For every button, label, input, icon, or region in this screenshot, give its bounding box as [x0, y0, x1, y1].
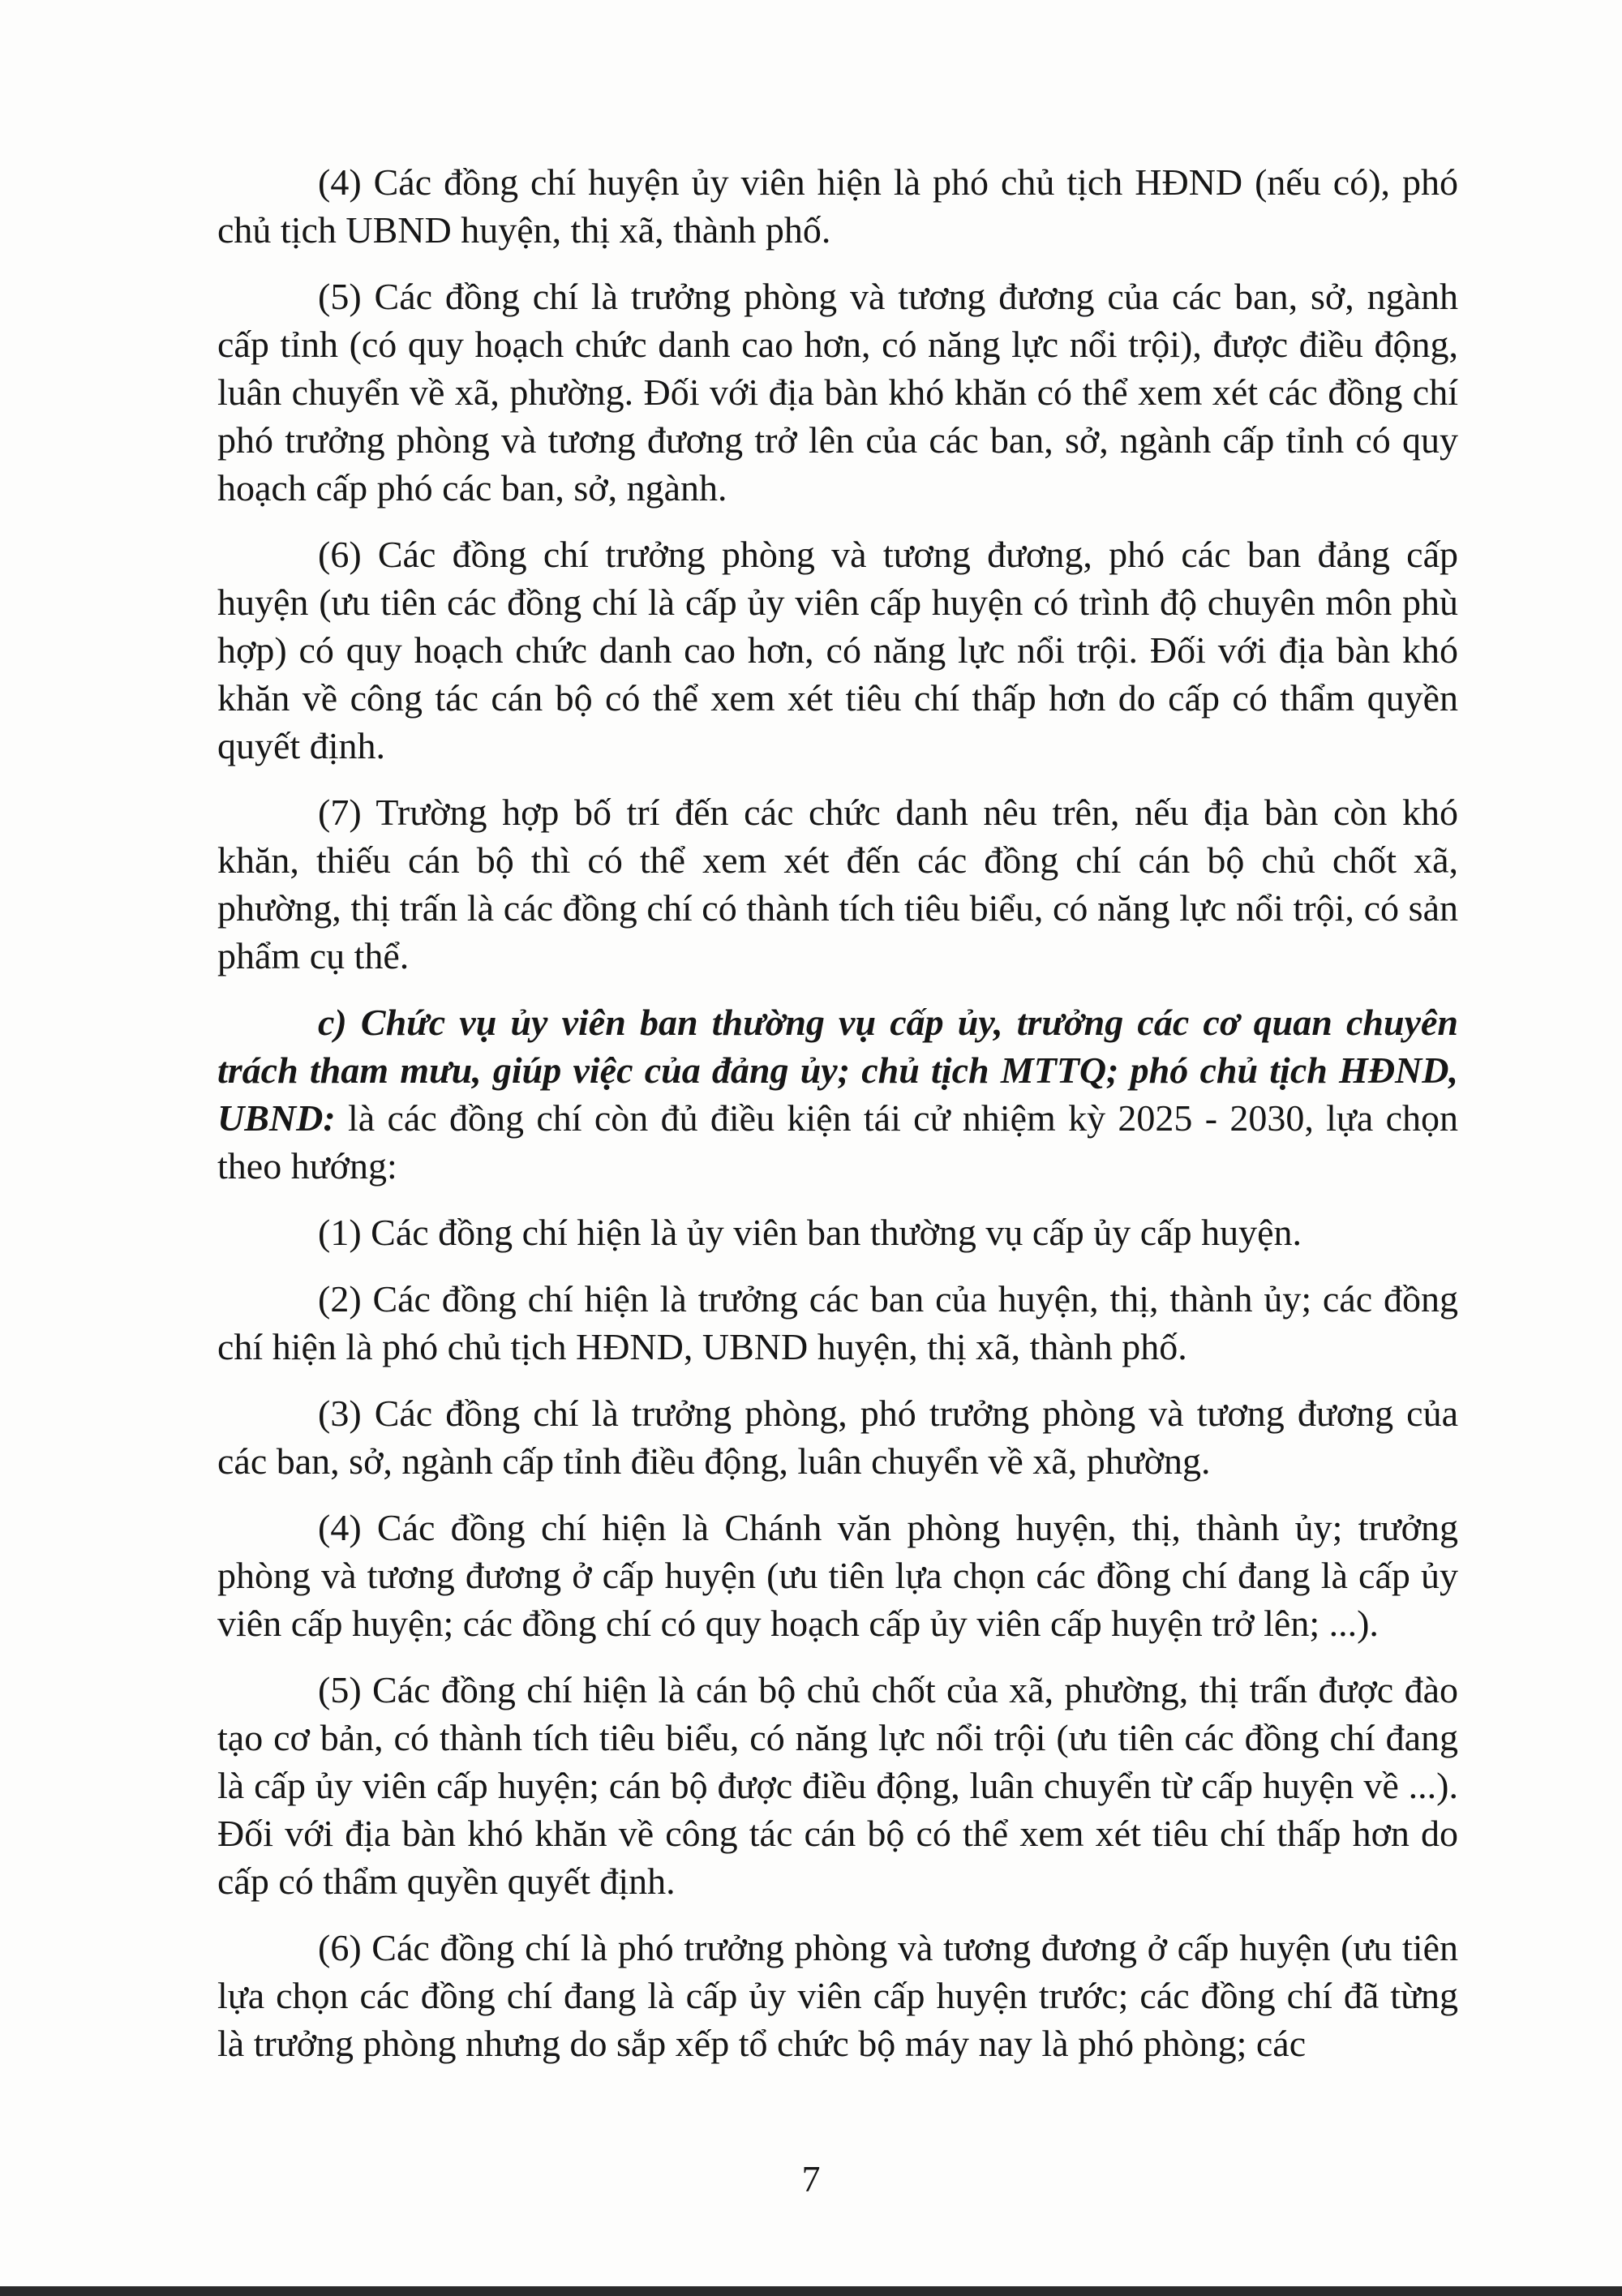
- paragraph-c-3: (3) Các đồng chí là trưởng phòng, phó trưởng phòng và tương đương của các ban, sở, ngành cấp tỉnh điều động, luân chuyển về xã, phường.: [217, 1393, 1458, 1482]
- paragraph-b-4: (4) Các đồng chí huyện ủy viên hiện là phó chủ tịch HĐND (nếu có), phó chủ tịch UBND huyện, thị xã, thành phố.: [217, 161, 1458, 251]
- paragraph-c-6: (6) Các đồng chí là phó trưởng phòng và tương đương ở cấp huyện (ưu tiên lựa chọn các đồng chí đang là cấp ủy viên cấp huyện trước; các đồng chí đã từng là trưởng phòng nhưng do sắp xếp tổ chức bộ máy nay là phó phòng; các: [217, 1927, 1458, 2064]
- paragraph-b-6: (6) Các đồng chí trưởng phòng và tương đương, phó các ban đảng cấp huyện (ưu tiên các đồng chí là cấp ủy viên cấp huyện có trình độ chuyên môn phù hợp) có quy hoạch chức danh cao hơn, có năng lực nổi trội. Đối với địa bàn khó khăn về công tác cán bộ có thể xem xét tiêu chí thấp hơn do cấp có thẩm quyền quyết định.: [217, 534, 1458, 766]
- page-number: 7: [801, 2158, 821, 2199]
- paragraph-c-1: (1) Các đồng chí hiện là ủy viên ban thường vụ cấp ủy cấp huyện.: [318, 1212, 1302, 1253]
- scan-bottom-edge: [0, 2286, 1622, 2296]
- section-c-heading: c) Chức vụ ủy viên ban thường vụ cấp ủy, trưởng các cơ quan chuyên trách tham mưu, giúp việc của đảng ủy; chủ tịch MTTQ; phó chủ tịch HĐND, UBND:: [217, 1002, 1458, 1139]
- section-c-paragraph: [217, 998, 1458, 1190]
- paragraph-c-5: (5) Các đồng chí hiện là cán bộ chủ chốt của xã, phường, thị trấn được đào tạo cơ bản, có thành tích tiêu biểu, có năng lực nổi trội (ưu tiên các đồng chí đang là cấp ủy viên cấp huyện; cán bộ được điều động, luân chuyển từ cấp huyện về ...). Đối với địa bàn khó khăn về công tác cán bộ có thể xem xét tiêu chí thấp hơn do cấp có thẩm quyền quyết định.: [217, 1669, 1458, 1902]
- paragraph-b-7: (7) Trường hợp bố trí đến các chức danh nêu trên, nếu địa bàn còn khó khăn, thiếu cán bộ thì có thể xem xét đến các đồng chí cán bộ chủ chốt xã, phường, thị trấn là các đồng chí có thành tích tiêu biểu, có năng lực nổi trội, có sản phẩm cụ thể.: [217, 792, 1458, 976]
- paragraph-b-5: (5) Các đồng chí là trưởng phòng và tương đương của các ban, sở, ngành cấp tỉnh (có quy hoạch chức danh cao hơn, có năng lực nổi trội), được điều động, luân chuyển về xã, phường. Đối với địa bàn khó khăn có thể xem xét các đồng chí phó trưởng phòng và tương đương trở lên của các ban, sở, ngành cấp tỉnh có quy hoạch cấp phó các ban, sở, ngành.: [217, 276, 1458, 509]
- section-c-intro: là các đồng chí còn đủ điều kiện tái cử nhiệm kỳ 2025 - 2030, lựa chọn theo hướng:: [217, 1097, 1458, 1187]
- document-body: [217, 158, 1458, 2086]
- paragraph-c-2: (2) Các đồng chí hiện là trưởng các ban của huyện, thị, thành ủy; các đồng chí hiện là phó chủ tịch HĐND, UBND huyện, thị xã, thành phố.: [217, 1278, 1458, 1367]
- paragraph-c-4: (4) Các đồng chí hiện là Chánh văn phòng huyện, thị, thành ủy; trưởng phòng và tương đương ở cấp huyện (ưu tiên lựa chọn các đồng chí đang là cấp ủy viên cấp huyện; các đồng chí có quy hoạch cấp ủy viên cấp huyện trở lên; ...).: [217, 1507, 1458, 1644]
